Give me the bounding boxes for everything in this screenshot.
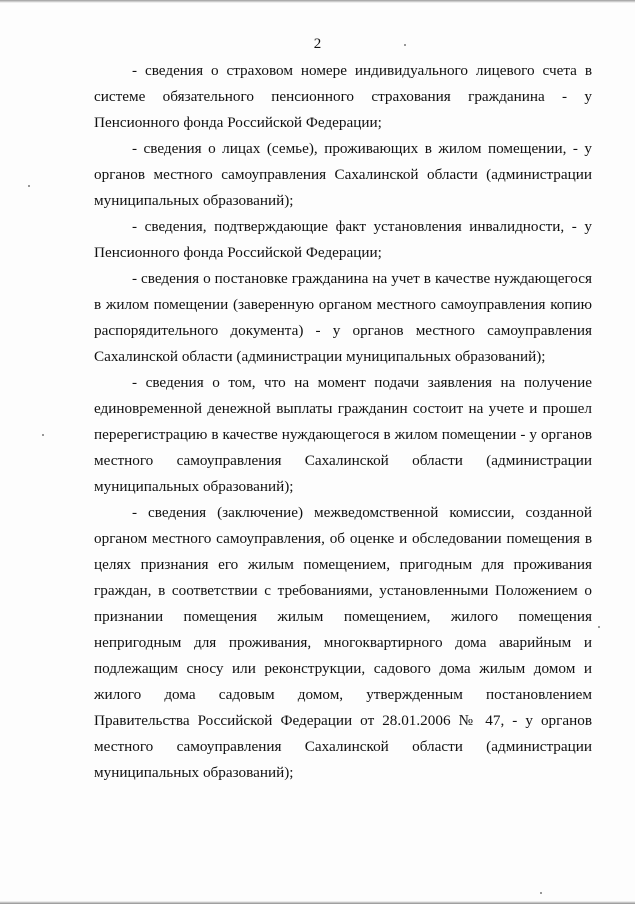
paragraph-disability-info: - сведения, подтверждающие факт установления инвалидности, - у Пенсионного фонда Российской Федерации; bbox=[94, 218, 592, 261]
scan-speck bbox=[28, 185, 30, 187]
scan-speck bbox=[598, 626, 600, 628]
scan-edge-top bbox=[0, 0, 635, 3]
paragraph-commission-conclusion: - сведения (заключение) межведомственной комиссии, созданной органом местного самоуправления, об оценке и обследовании помещения в целях признания его жилым помещением, пригодным для проживания граждан, в соответствии с требованиями, установленными Положением о признании помещения жилым помещением, жилого помещения непригодным для проживания, многоквартирного дома аварийным и подлежащим сносу или реконструкции, садового дома жилым домом и жилого дома садовым домом, утвержденным постановлением Правительства Российской Федерации от 28.01.2006 № 47, - у органов местного самоуправления Сахалинской области (администрации муниципальных образований); bbox=[94, 504, 592, 781]
scan-speck bbox=[42, 434, 44, 436]
document-body bbox=[94, 58, 592, 786]
scan-speck bbox=[540, 892, 542, 894]
paragraph-registration-info: - сведения о постановке гражданина на учет в качестве нуждающегося в жилом помещении (заверенную органом местного самоуправления копию распорядительного документа) - у органов местного самоуправления Сахалинской области (администрации муниципальных образований); bbox=[94, 270, 592, 365]
paragraph-reregistration-info: - сведения о том, что на момент подачи заявления на получение единовременной денежной выплаты гражданин состоит на учете и прошел перерегистрацию в качестве нуждающегося в жилом помещении - у органов местного самоуправления Сахалинской области (администрации муниципальных образований); bbox=[94, 374, 592, 495]
page-number: 2 bbox=[313, 36, 322, 52]
paragraph-insurance-number: - сведения о страховом номере индивидуального лицевого счета в системе обязательного пенсионного страхования гражданина - у Пенсионного фонда Российской Федерации; bbox=[94, 62, 592, 131]
scan-speck bbox=[404, 44, 406, 46]
paragraph-residents-info: - сведения о лицах (семье), проживающих в жилом помещении, - у органов местного самоуправления Сахалинской области (администрации муниципальных образований); bbox=[94, 140, 592, 209]
